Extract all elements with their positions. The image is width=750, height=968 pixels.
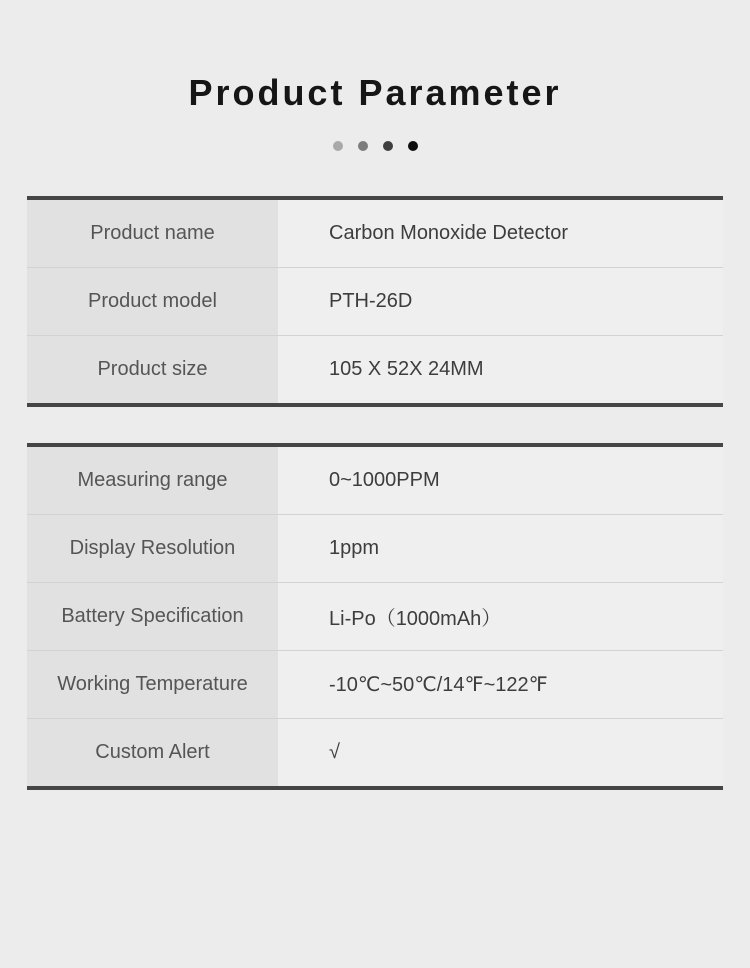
table-row [27, 582, 723, 650]
row-value-product-name: Carbon Monoxide Detector [278, 200, 723, 267]
row-value-product-model: PTH-26D [278, 268, 723, 335]
row-label-product-model: Product model [27, 268, 278, 335]
table-row [27, 335, 723, 403]
row-value-working-temperature: -10℃~50℃/14℉~122℉ [278, 651, 723, 718]
row-label-product-size: Product size [27, 336, 278, 403]
product-info-table [27, 196, 723, 407]
row-value-battery-specification: Li-Po（1000mAh） [278, 583, 723, 650]
table-row [27, 718, 723, 786]
row-value-custom-alert: √ [278, 719, 723, 786]
row-value-measuring-range: 0~1000PPM [278, 447, 723, 514]
row-label-battery-specification: Battery Specification [27, 583, 278, 650]
table-row [27, 650, 723, 718]
row-label-custom-alert: Custom Alert [27, 719, 278, 786]
row-value-product-size: 105 X 52X 24MM [278, 336, 723, 403]
table-row [27, 514, 723, 582]
table-row [27, 200, 723, 267]
carousel-dot-icon [383, 141, 393, 151]
row-label-measuring-range: Measuring range [27, 447, 278, 514]
table-row [27, 447, 723, 514]
page-title: Product Parameter [188, 72, 562, 113]
pagination-dots [0, 141, 750, 151]
row-label-product-name: Product name [27, 200, 278, 267]
row-value-display-resolution: 1ppm [278, 515, 723, 582]
row-label-working-temperature: Working Temperature [27, 651, 278, 718]
carousel-dot-icon [358, 141, 368, 151]
carousel-dot-icon [333, 141, 343, 151]
carousel-dot-icon [408, 141, 418, 151]
table-row [27, 267, 723, 335]
product-specs-table [27, 443, 723, 790]
row-label-display-resolution: Display Resolution [27, 515, 278, 582]
